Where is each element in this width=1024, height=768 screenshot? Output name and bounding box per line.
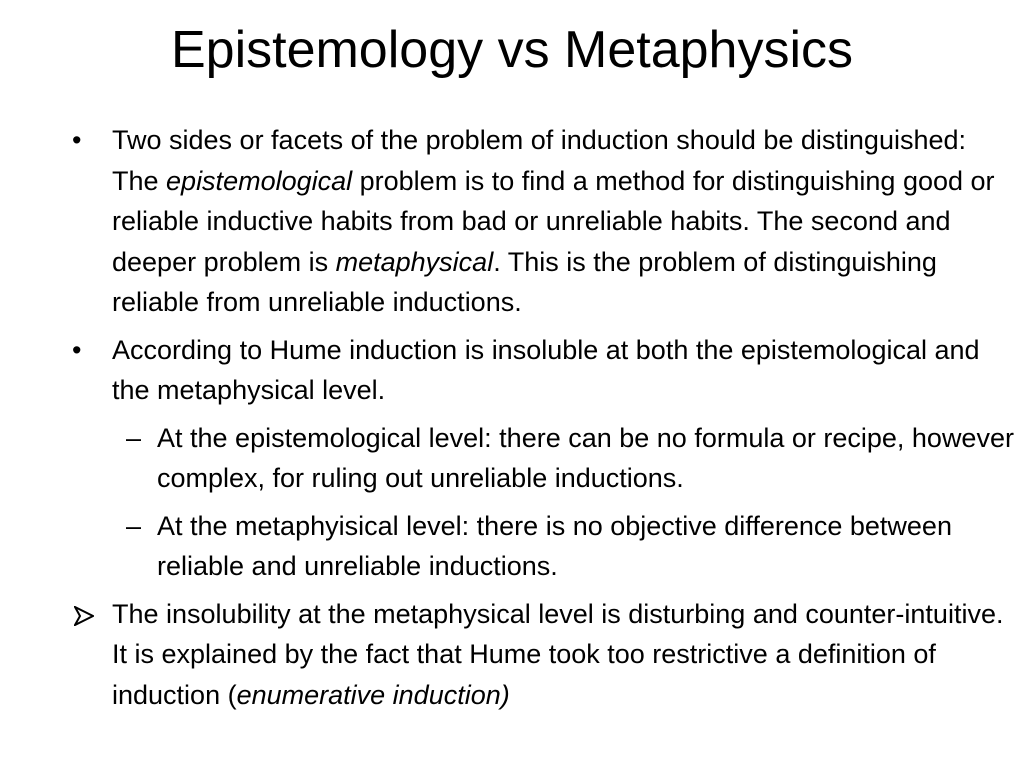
bullet-list bbox=[70, 120, 1015, 722]
sub-bullet-text: At the epistemological level: there can be no formula or recipe, however complex, for ruling out unreliable inductions. bbox=[157, 422, 1014, 493]
bullet-item bbox=[70, 594, 1015, 716]
bullet-item bbox=[70, 330, 1015, 411]
bullet-text: The insolubility at the metaphysical level is disturbing and counter-intuitive. It is explained by the fact that Hume took too restrictive a definition of induction ( bbox=[112, 598, 1004, 710]
bullet-text: . This is the problem of distinguishing reliable from unreliable inductions. bbox=[112, 246, 937, 317]
arrowhead-bullet-icon bbox=[74, 594, 94, 626]
dash-marker: – bbox=[126, 510, 142, 541]
sub-bullet-text: At the metaphyisical level: there is no objective difference between reliable and unreliable inductions. bbox=[157, 510, 952, 581]
bullet-text: Two sides or facets of the problem of induction should be distinguished: The bbox=[112, 125, 967, 196]
sub-bullet-item bbox=[70, 506, 1015, 587]
sub-bullet-item bbox=[70, 418, 1015, 499]
emphasis-text: metaphysical bbox=[335, 246, 494, 277]
emphasis-text: epistemological bbox=[166, 165, 353, 196]
bullet-marker: • bbox=[72, 125, 82, 155]
bullet-item bbox=[70, 120, 1015, 323]
slide-title: Epistemology vs Metaphysics bbox=[170, 21, 854, 79]
dash-marker: – bbox=[126, 422, 142, 453]
bullet-text: problem is to find a method for distinguishing good or reliable inductive habits from bad or unreliable habits. The second and deeper problem is bbox=[112, 165, 995, 277]
bullet-marker: • bbox=[72, 334, 82, 365]
bullet-text: According to Hume induction is insoluble at both the epistemological and the metaphysical level. bbox=[112, 334, 980, 405]
emphasis-text: enumerative induction) bbox=[236, 679, 510, 710]
